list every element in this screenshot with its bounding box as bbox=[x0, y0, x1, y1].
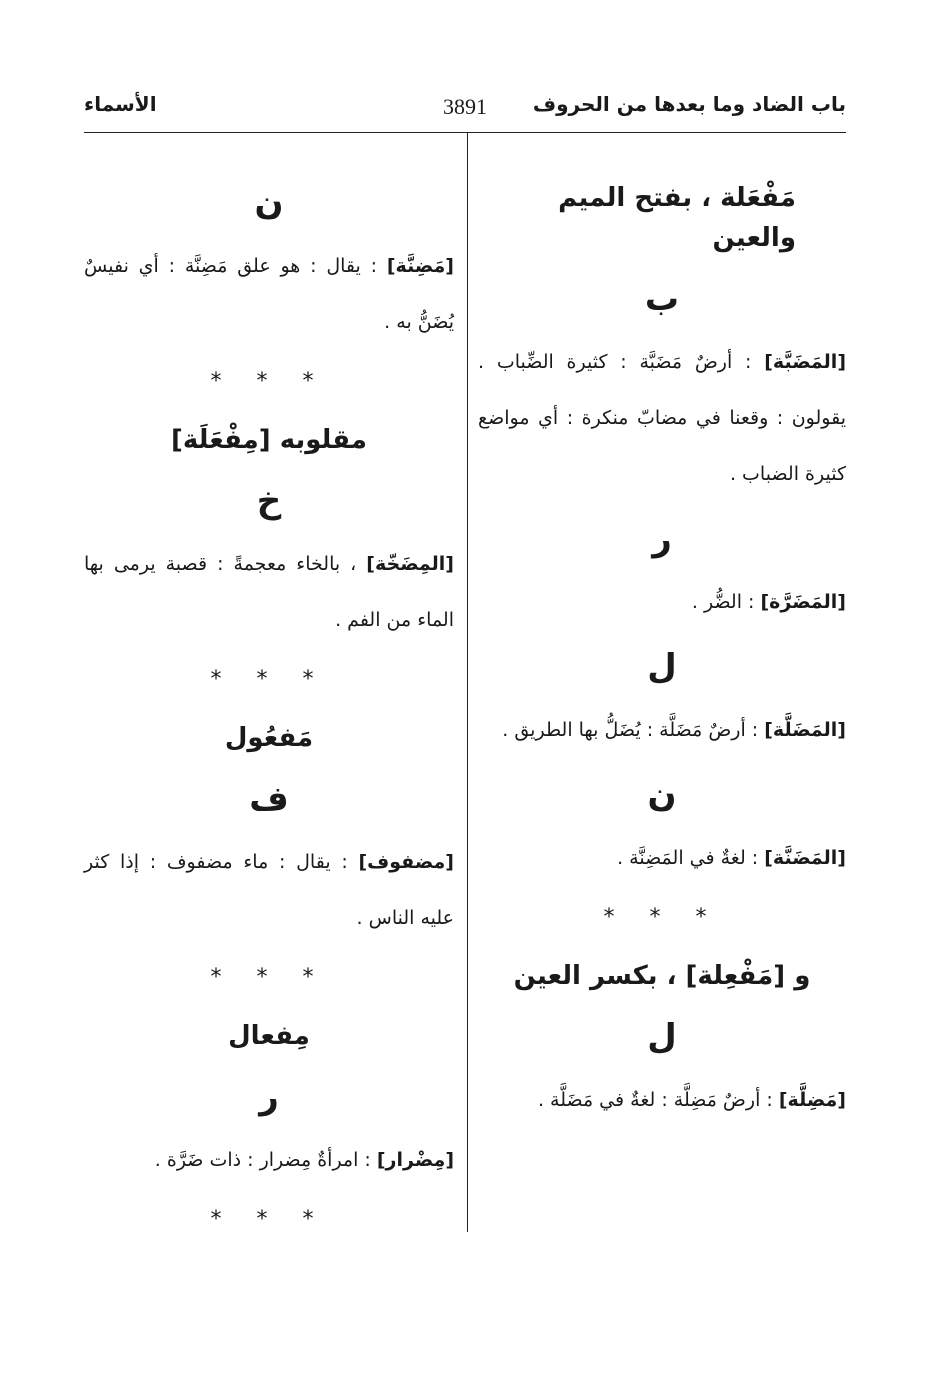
entry-definition: : يقال : ماء مضفوف : إذا كثر عليه الناس . bbox=[84, 851, 454, 929]
entry-term: [المَضَبَّة] bbox=[764, 351, 847, 373]
right-column bbox=[478, 178, 846, 1140]
section-separator: * * * bbox=[210, 369, 328, 394]
entry-definition: : امرأةٌ مِضرار : ذات ضَرَّة . bbox=[154, 1149, 371, 1171]
page-header bbox=[84, 92, 846, 132]
column-divider bbox=[467, 132, 468, 1232]
section-heading: مَفْعَلة ، بفتح الميم والعين bbox=[558, 183, 796, 253]
entry-definition: : أرضٌ مَضَبَّة : كثيرة الضِّباب . يقولون : وقعنا في مضابّ منكرة : أي مواضع كثيرة الضباب . bbox=[478, 351, 846, 485]
entry-definition: : يقال : هو علق مَضِنَّة : أي نفيسٌ يُضَنُّ به . bbox=[84, 255, 454, 333]
letter-heading: ل bbox=[647, 1017, 677, 1057]
section-separator: * * * bbox=[210, 965, 328, 990]
letter-heading: ف bbox=[249, 779, 289, 819]
entry-definition: ، بالخاء معجمةً : قصبة يرمى بها الماء من الفم . bbox=[84, 553, 454, 631]
entry-definition: : لغةٌ في المَضِنَّة . bbox=[617, 847, 759, 869]
entry-definition: : الضُّر . bbox=[691, 591, 755, 613]
dictionary-entry bbox=[84, 834, 454, 946]
dictionary-entry bbox=[84, 1132, 454, 1188]
section-separator: * * * bbox=[210, 667, 328, 692]
header-rule bbox=[84, 132, 846, 133]
entry-term: [مضفوف] bbox=[358, 851, 454, 873]
section-heading: مِفعال bbox=[228, 1021, 310, 1051]
dictionary-entry bbox=[478, 574, 846, 630]
page-number: 3891 bbox=[443, 94, 487, 119]
section-separator: * * * bbox=[210, 1207, 328, 1232]
letter-heading: ل bbox=[647, 647, 677, 687]
entry-term: [المَضَلَّة] bbox=[764, 719, 846, 741]
entry-term: [المَضَنَّة] bbox=[764, 847, 846, 869]
letter-heading: ب bbox=[644, 279, 680, 319]
letter-heading: ر bbox=[259, 1077, 279, 1117]
letter-heading: خ bbox=[256, 481, 282, 521]
letter-heading: ر bbox=[652, 519, 672, 559]
entry-term: [المَضَرَّة] bbox=[760, 591, 846, 613]
dictionary-entry bbox=[478, 1072, 846, 1128]
entry-term: [المِضَخّة] bbox=[366, 553, 454, 575]
dictionary-entry bbox=[84, 238, 454, 350]
dictionary-entry bbox=[84, 536, 454, 648]
dictionary-entry bbox=[478, 334, 846, 502]
letter-heading: ن bbox=[647, 775, 677, 815]
section-running-title: الأسماء bbox=[84, 92, 157, 116]
running-title: باب الضاد وما بعدها من الحروف bbox=[532, 92, 846, 116]
section-heading: و [مَفْعِلة] ، بكسر العين bbox=[513, 961, 811, 991]
letter-heading: ن bbox=[254, 183, 284, 223]
entry-term: [مِضْرار] bbox=[376, 1149, 454, 1171]
entry-definition: : أرضٌ مَضِلَّة : لغةٌ في مَضَلَّة . bbox=[537, 1089, 773, 1111]
entry-term: [مَضِلَّة] bbox=[778, 1089, 846, 1111]
entry-term: [مَضِنَّة] bbox=[386, 255, 454, 277]
dictionary-entry bbox=[478, 830, 846, 886]
left-column bbox=[84, 178, 454, 1258]
section-separator: * * * bbox=[603, 905, 721, 930]
section-heading: مَفعُول bbox=[224, 723, 314, 753]
section-heading: مقلوبه [مِفْعَلَة] bbox=[171, 425, 367, 455]
entry-definition: : أرضٌ مَضَلَّة : يُضَلُّ بها الطريق . bbox=[502, 719, 759, 741]
dictionary-entry bbox=[478, 702, 846, 758]
